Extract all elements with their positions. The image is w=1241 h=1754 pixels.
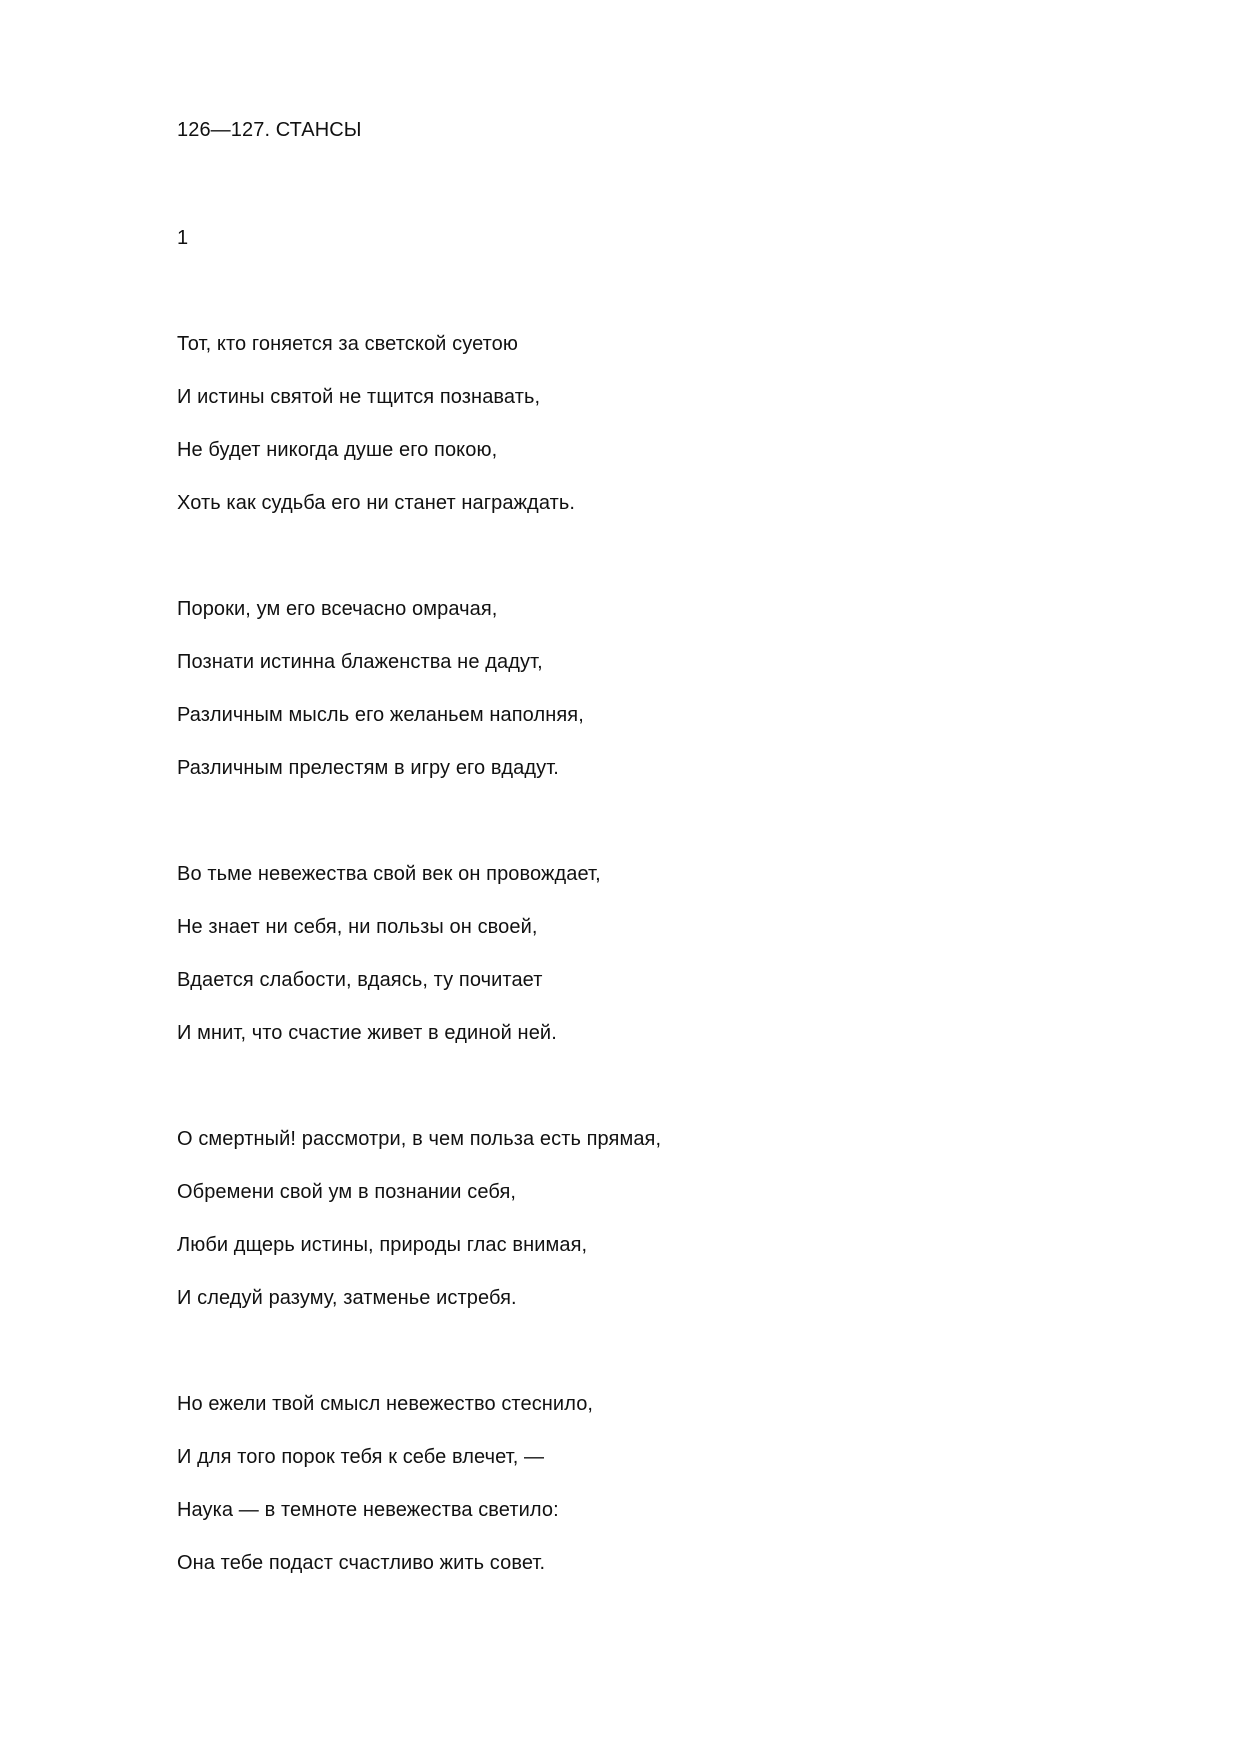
verse-line: Обремени свой ум в познании себя, [177,1181,517,1203]
verse-line: Она тебе подаст счастливо жить совет. [177,1552,546,1574]
verse-line: Различным мысль его желаньем наполняя, [177,704,584,726]
verse-line: И истины святой не тщится познавать, [177,386,541,408]
verse-line: Хоть как судьба его ни станет награждать. [177,492,576,514]
verse-line: Различным прелестям в игру его вдадут. [177,757,559,779]
section-number: 1 [177,227,189,249]
verse-line: О смертный! рассмотри, в чем польза есть прямая, [177,1128,662,1150]
verse-line: Но ежели твой смысл невежество стеснило, [177,1393,594,1415]
verse-line: Тот, кто гоняется за светской суетою [177,333,518,355]
verse-line: Люби дщерь истины, природы глас внимая, [177,1234,588,1256]
verse-line: И для того порок тебя к себе влечет, — [177,1446,545,1468]
verse-line: Не знает ни себя, ни пользы он своей, [177,916,538,938]
verse-line: И следуй разуму, затменье истребя. [177,1287,517,1309]
verse-line: Не будет никогда душе его покою, [177,439,498,461]
verse-line: И мнит, что счастие живет в единой ней. [177,1022,557,1044]
verse-line: Вдается слабости, вдаясь, ту почитает [177,969,543,991]
verse-line: Во тьме невежества свой век он провождает, [177,863,601,885]
page-title: 126—127. СТАНСЫ [177,119,362,141]
verse-line: Познати истинна блаженства не дадут, [177,651,543,673]
verse-line: Наука — в темноте невежества светило: [177,1499,559,1521]
verse-line: Пороки, ум его всечасно омрачая, [177,598,498,620]
